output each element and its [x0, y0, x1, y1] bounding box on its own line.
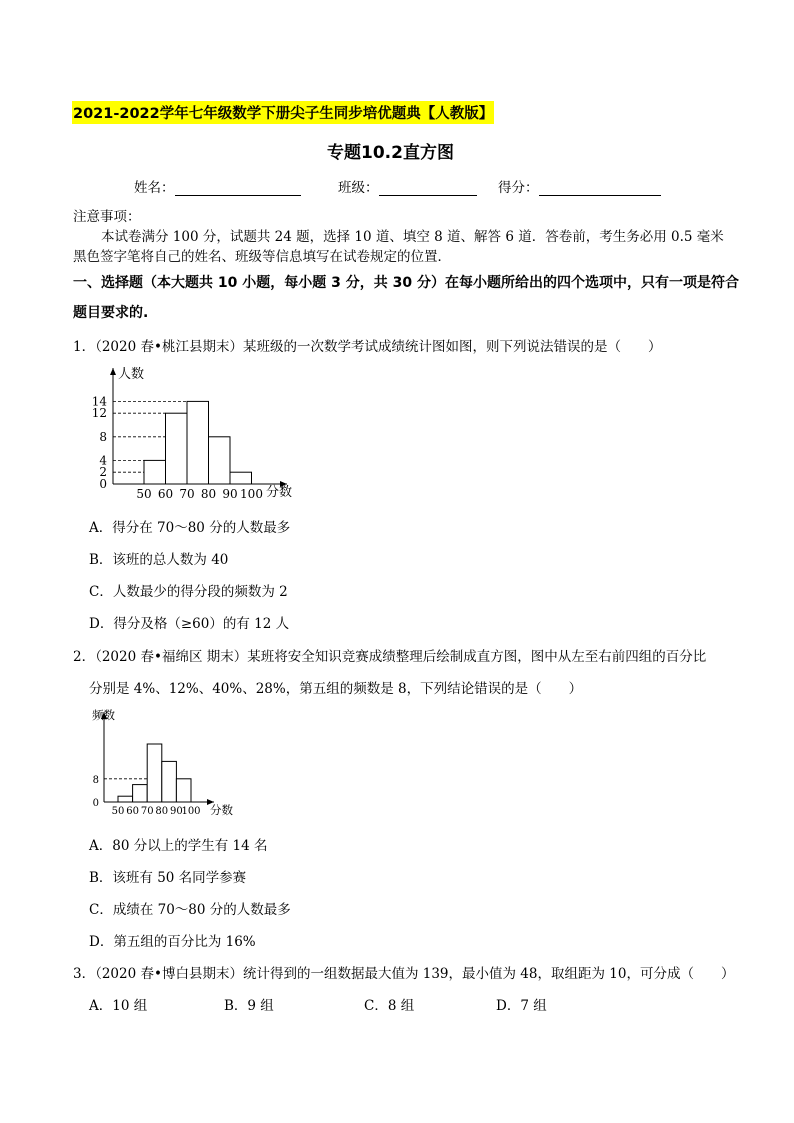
notice-label: 注意事项：: [73, 209, 141, 225]
score-label: 得分：: [498, 180, 539, 196]
x-tick-label: 90: [222, 487, 238, 501]
question-3-option-c[interactable]: C．8 组: [364, 998, 415, 1014]
histogram-bar: [209, 437, 231, 484]
question-2-stem-cont: 分别是 4%、12%、40%、28%，第五组的频数是 8，下列结论错误的是（ ）: [89, 681, 583, 697]
score-field[interactable]: [498, 176, 661, 196]
histogram-bar: [147, 744, 162, 802]
question-3-option-d[interactable]: D．7 组: [496, 998, 547, 1014]
question-1-option-b[interactable]: B．该班的总人数为 40: [89, 552, 229, 568]
question-2-option-d[interactable]: D．第五组的百分比为 16%: [89, 934, 256, 950]
histogram-bar: [187, 401, 209, 484]
histogram-2: [82, 704, 247, 822]
histogram-1: [80, 362, 320, 507]
histogram-bar: [144, 460, 166, 484]
y-tick-label: 2: [99, 465, 107, 480]
score-blank[interactable]: [539, 181, 661, 196]
question-2-option-b[interactable]: B．该班有 50 名同学参赛: [89, 870, 247, 886]
y-tick-label: 14: [91, 394, 107, 409]
histogram-bar: [118, 796, 133, 802]
section-heading: 一、选择题（本大题共 10 小题，每小题 3 分，共 30 分）在每小题所给出的四个选项中，只有一项是符合: [73, 275, 739, 291]
x-axis-label: 分数: [210, 803, 233, 817]
y-tick-label: 8: [99, 429, 107, 444]
question-3-option-b[interactable]: B．9 组: [224, 998, 274, 1014]
question-2-option-a[interactable]: A．80 分以上的学生有 14 名: [89, 838, 268, 854]
name-label: 姓名：: [134, 180, 175, 196]
x-tick-label: 70: [140, 806, 154, 817]
y-tick-label: 4: [99, 453, 107, 468]
histogram-bar: [133, 785, 148, 802]
question-1-option-c[interactable]: C．人数最少的得分段的频数为 2: [89, 584, 288, 600]
histogram-bar: [166, 413, 188, 484]
question-2-stem: 2．（2020 春•福绵区 期末）某班将安全知识竞赛成绩整理后绘制成直方图，图中从左至右前四组的百分比: [73, 649, 707, 665]
question-1-stem: 1．（2020 春•桃江县期末）某班级的一次数学考试成绩统计图如图，则下列说法错误的是（ ）: [73, 339, 662, 355]
x-tick-label: 80: [200, 487, 217, 501]
y-tick-label: 0: [99, 477, 107, 491]
x-tick-label: 70: [179, 487, 195, 501]
x-tick-label: 60: [126, 806, 139, 817]
question-2-option-c[interactable]: C．成绩在 70～80 分的人数最多: [89, 902, 291, 918]
class-field[interactable]: [338, 176, 477, 196]
y-tick-label: 8: [92, 774, 99, 786]
page-title: 专题10.2直方图: [327, 143, 454, 163]
y-axis-label: 人数: [118, 367, 145, 382]
question-1-option-a[interactable]: A．得分在 70～80 分的人数最多: [89, 520, 291, 536]
section-heading-cont: 题目要求的.: [73, 305, 149, 321]
y-axis-arrow: [110, 368, 116, 375]
name-blank[interactable]: [175, 181, 301, 196]
series-title: 2021-2022学年七年级数学下册尖子生同步培优题典【人教版】: [72, 101, 494, 124]
x-tick-label: 60: [157, 487, 174, 501]
question-1-option-d[interactable]: D．得分及格（≥60）的有 12 人: [89, 616, 290, 632]
question-3-stem: 3．（2020 春•博白县期末）统计得到的一组数据最大值为 139，最小值为 48，取组距为 10，可分成（ ）: [73, 966, 735, 982]
y-tick-label: 12: [91, 406, 107, 421]
y-axis-label: 频数: [92, 708, 115, 722]
name-field[interactable]: [134, 176, 301, 196]
x-tick-label: 80: [155, 806, 169, 817]
x-tick-label: 100: [181, 806, 201, 817]
x-axis-label: 分数: [266, 485, 293, 500]
class-blank[interactable]: [379, 181, 477, 196]
x-tick-label: 100: [240, 487, 263, 501]
class-label: 班级：: [338, 180, 379, 196]
x-tick-label: 50: [136, 487, 152, 501]
notice-line-1: 本试卷满分 100 分，试题共 24 题，选择 10 道、填空 8 道、解答 6 道．答卷前，考生务必用 0.5 毫米: [101, 229, 724, 245]
x-tick-label: 50: [111, 806, 125, 817]
question-3-option-a[interactable]: A．10 组: [89, 998, 148, 1014]
y-tick-label: 0: [92, 798, 99, 809]
histogram-bar: [230, 472, 252, 484]
x-tick-label: 90: [170, 806, 183, 817]
notice-line-2: 黑色签字笔将自己的姓名、班级等信息填写在试卷规定的位置．: [73, 249, 451, 265]
histogram-bar: [162, 761, 177, 802]
histogram-bar: [176, 779, 191, 802]
